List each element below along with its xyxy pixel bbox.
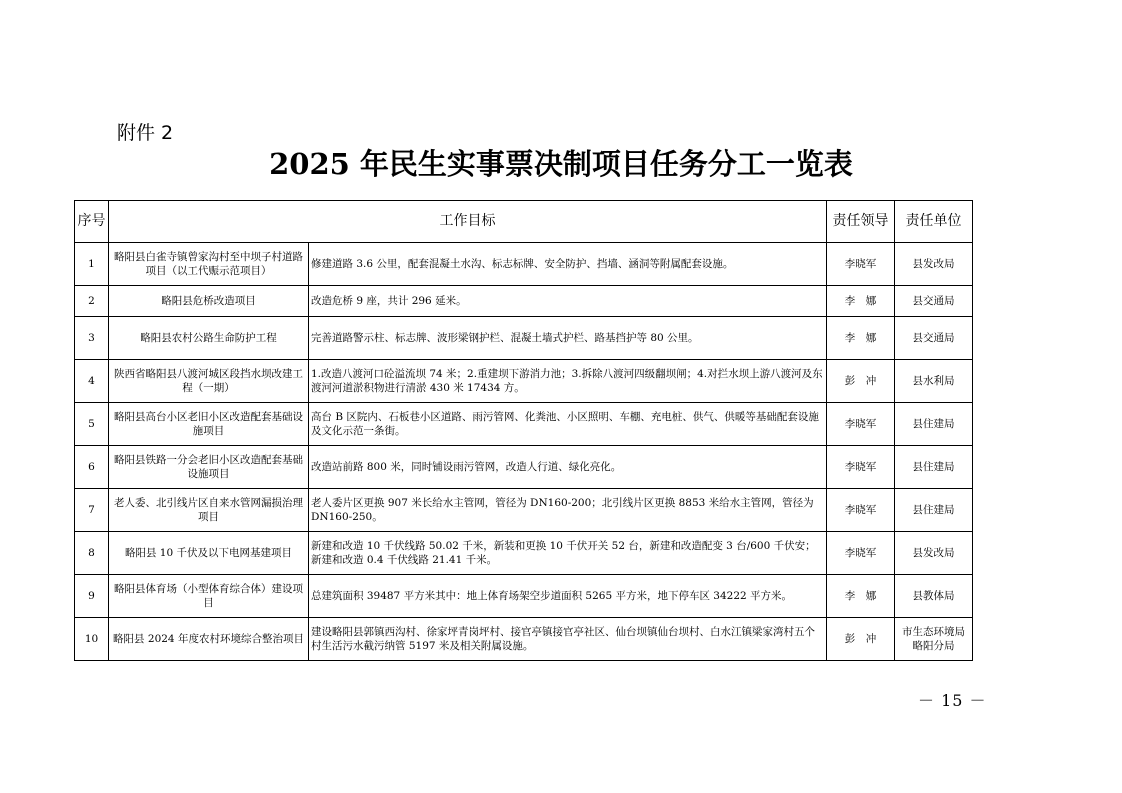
- row-goal: 1.改造八渡河口砼溢流坝 74 米；2.重建坝下游消力池；3.拆除八渡河四级翻坝闸；4.对拦水坝上游八渡河及东渡河河道淤积物进行清淤 430 米 17434 方。: [309, 360, 827, 403]
- row-no: 8: [75, 532, 109, 575]
- document-title: 2025 年民生实事票决制项目任务分工一览表: [269, 147, 853, 181]
- table-row: [75, 489, 973, 532]
- row-project: 略阳县体育场（小型体育综合体）建设项目: [109, 575, 309, 618]
- row-goal: 完善道路警示柱、标志牌、波形梁钢护栏、混凝土墙式护栏、路基挡护等 80 公里。: [309, 317, 827, 360]
- row-goal: 老人委片区更换 907 米长给水主管网，管径为 DN160-200；北引线片区更换 8853 米给水主管网，管径为 DN160-250。: [309, 489, 827, 532]
- row-goal: 建设略阳县郭镇西沟村、徐家坪青岗坪村、接官亭镇接官亭社区、仙台坝镇仙台坝村、白水江镇梁家湾村五个村生活污水截污纳管 5197 米及相关附属设施。: [309, 618, 827, 661]
- row-leader: 李晓军: [827, 489, 895, 532]
- table-row: [75, 317, 973, 360]
- row-project: 略阳县农村公路生命防护工程: [109, 317, 309, 360]
- row-unit: 县交通局: [895, 317, 973, 360]
- row-project: 略阳县危桥改造项目: [109, 286, 309, 317]
- row-goal: 修建道路 3.6 公里，配套混凝土水沟、标志标牌、安全防护、挡墙、涵洞等附属配套设施。: [309, 243, 827, 286]
- row-project: 略阳县 10 千伏及以下电网基建项目: [109, 532, 309, 575]
- row-goal: 高台 B 区院内、石板巷小区道路、雨污管网、化粪池、小区照明、车棚、充电桩、供气、供暖等基础配套设施及文化示范一条街。: [309, 403, 827, 446]
- row-goal: 总建筑面积 39487 平方米其中：地上体育场架空步道面积 5265 平方米，地下停车区 34222 平方米。: [309, 575, 827, 618]
- header-goal: 工作目标: [109, 201, 827, 243]
- table-row: [75, 532, 973, 575]
- row-goal: 新建和改造 10 千伏线路 50.02 千米，新装和更换 10 千伏开关 52 台，新建和改造配变 3 台/600 千伏安；新建和改造 0.4 千伏线路 21.41 千米。: [309, 532, 827, 575]
- row-project: 略阳县 2024 年度农村环境综合整治项目: [109, 618, 309, 661]
- table-row: [75, 618, 973, 661]
- row-no: 2: [75, 286, 109, 317]
- row-no: 4: [75, 360, 109, 403]
- header-no: 序号: [75, 201, 109, 243]
- row-project: 略阳县高台小区老旧小区改造配套基础设施项目: [109, 403, 309, 446]
- row-unit: 县交通局: [895, 286, 973, 317]
- row-no: 1: [75, 243, 109, 286]
- row-leader: 李晓军: [827, 243, 895, 286]
- header-unit: 责任单位: [895, 201, 973, 243]
- row-unit: 县发改局: [895, 532, 973, 575]
- row-leader: 李晓军: [827, 403, 895, 446]
- row-no: 6: [75, 446, 109, 489]
- row-leader: 李晓军: [827, 446, 895, 489]
- row-goal: 改造站前路 800 米，同时铺设雨污管网，改造人行道、绿化亮化。: [309, 446, 827, 489]
- row-unit: 县住建局: [895, 446, 973, 489]
- table-row: [75, 243, 973, 286]
- table-row: [75, 286, 973, 317]
- row-project: 老人委、北引线片区自来水管网漏损治理项目: [109, 489, 309, 532]
- row-goal: 改造危桥 9 座，共计 296 延米。: [309, 286, 827, 317]
- attachment-label: 附件 2: [117, 122, 174, 144]
- row-unit: 县发改局: [895, 243, 973, 286]
- row-leader: 李晓军: [827, 532, 895, 575]
- task-table: [74, 200, 973, 661]
- row-leader: 李 娜: [827, 317, 895, 360]
- row-no: 10: [75, 618, 109, 661]
- table-row: [75, 575, 973, 618]
- row-unit: 市生态环境局略阳分局: [895, 618, 973, 661]
- table-row: [75, 446, 973, 489]
- row-no: 5: [75, 403, 109, 446]
- row-unit: 县水利局: [895, 360, 973, 403]
- page-number: － 15 －: [918, 691, 987, 710]
- row-unit: 县住建局: [895, 489, 973, 532]
- row-no: 9: [75, 575, 109, 618]
- row-leader: 李 娜: [827, 286, 895, 317]
- row-unit: 县教体局: [895, 575, 973, 618]
- row-project: 略阳县白雀寺镇曾家沟村至中坝子村道路项目（以工代赈示范项目）: [109, 243, 309, 286]
- header-leader: 责任领导: [827, 201, 895, 243]
- table-row: [75, 403, 973, 446]
- table-header-row: [75, 201, 973, 243]
- row-project: 略阳县铁路一分会老旧小区改造配套基础设施项目: [109, 446, 309, 489]
- row-unit: 县住建局: [895, 403, 973, 446]
- row-leader: 彭 冲: [827, 360, 895, 403]
- row-leader: 彭 冲: [827, 618, 895, 661]
- row-no: 7: [75, 489, 109, 532]
- table-row: [75, 360, 973, 403]
- row-no: 3: [75, 317, 109, 360]
- row-leader: 李 娜: [827, 575, 895, 618]
- row-project: 陕西省略阳县八渡河城区段挡水坝改建工程（一期）: [109, 360, 309, 403]
